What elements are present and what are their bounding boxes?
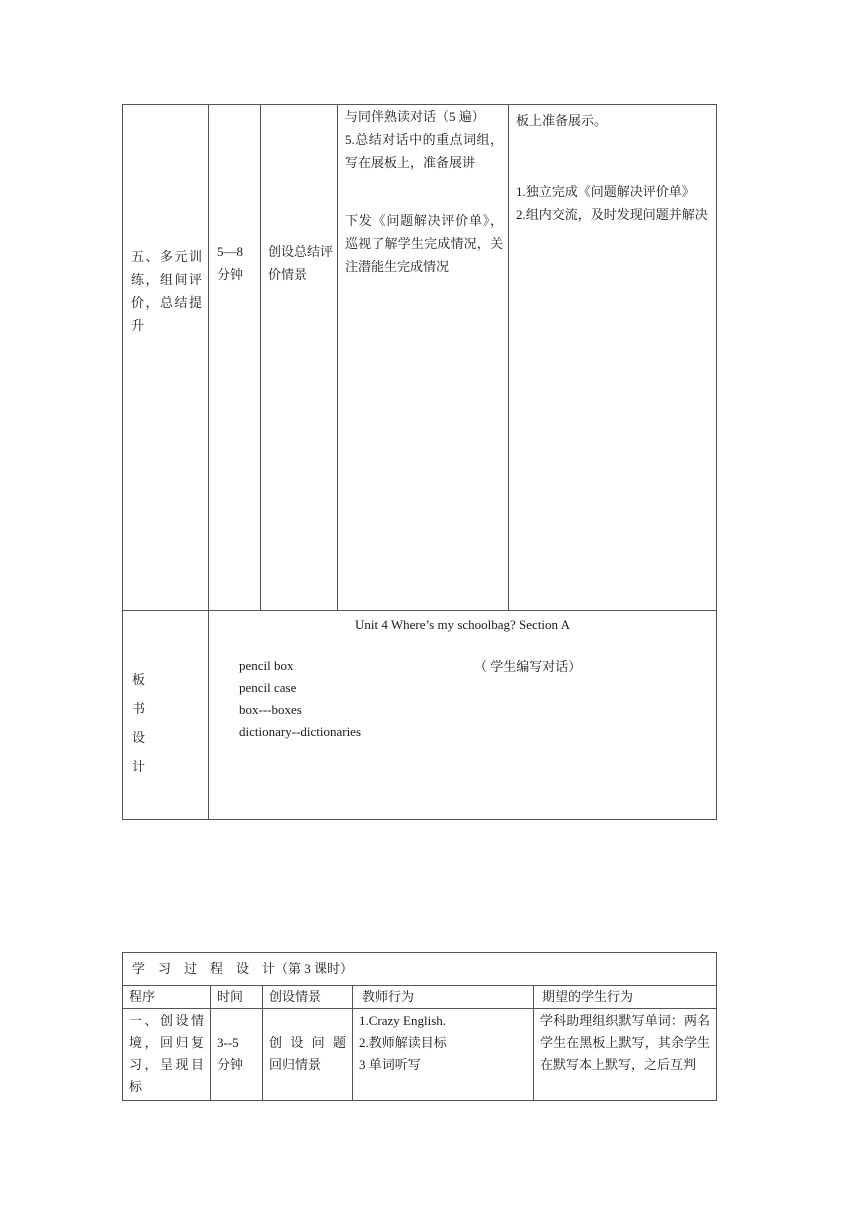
board-label-cell (123, 611, 209, 820)
student-text: 学科助理组织默写单词：两名学生在黑板上默写，其余学生在默写本上默写，之后互判 (540, 1013, 711, 1072)
stage-text: 五、多元训练，组间评价，总结提升 (131, 249, 202, 333)
table-title: 学 习 过 程 设 计（第 3 课时） (132, 961, 354, 976)
teacher-action-cell (353, 1009, 534, 1101)
teacher-list (353, 1009, 533, 1078)
table-title-cell (123, 953, 717, 986)
vocab-item: pencil case (239, 680, 297, 695)
student-action-cell (534, 1009, 717, 1101)
teacher-text-bottom: 下发《问题解决评价单》，巡视了解学生完成情况，关注潜能生完成情况 (345, 213, 503, 274)
stage-cell (123, 105, 209, 611)
lesson-process-table (122, 952, 717, 1101)
vocab-item: box---boxes (239, 702, 302, 717)
column-header (353, 986, 534, 1009)
column-header-time: 时间 (217, 989, 244, 1004)
teacher-text-top: 与同伴熟读对话（5 遍） 5.总结对话中的重点词组，写在展板上，准备展讲 (345, 109, 503, 170)
column-header (211, 986, 263, 1009)
board-title: Unit 4 Where’s my schoolbag? Section A (355, 617, 570, 632)
teacher-item: 1.Crazy English. (359, 1013, 447, 1028)
time-text: 3--5 分钟 (217, 1035, 244, 1072)
table-row (123, 105, 717, 611)
situation-cell (261, 105, 338, 611)
board-note: （ 学生编写对话） (474, 659, 582, 674)
column-header-student: 期望的学生行为 (542, 989, 634, 1004)
table-row (123, 1009, 717, 1101)
vocab-item: pencil box (239, 658, 294, 673)
teacher-action-cell (338, 105, 509, 611)
column-header-teacher: 教师行为 (362, 989, 415, 1004)
student-text-top: 板上准备展示。 (516, 113, 608, 128)
situation-text: 创设总结评价情景 (268, 244, 334, 282)
table-header-row (123, 953, 717, 986)
stage-text: 一、创设情境，回归复习，呈现目标 (129, 1013, 204, 1094)
time-cell (211, 1009, 263, 1101)
board-content-cell (209, 611, 717, 820)
student-action-cell (509, 105, 717, 611)
column-header (263, 986, 353, 1009)
time-text: 5—8 分钟 (217, 244, 244, 282)
board-design-row (123, 611, 717, 820)
column-header (123, 986, 211, 1009)
board-label: 板 书 设 计 (132, 672, 146, 774)
situation-text: 创 设 问 题 回归情景 (269, 1035, 346, 1072)
teacher-item: 2.教师解读目标 (359, 1035, 447, 1050)
column-header-situation: 创设情景 (269, 989, 322, 1004)
column-header-procedure: 程序 (129, 989, 156, 1004)
vocab-list (239, 655, 361, 743)
lesson-table-continued (122, 104, 717, 820)
column-header (534, 986, 717, 1009)
column-header-row (123, 986, 717, 1009)
teacher-item: 3 单词听写 (359, 1057, 421, 1072)
student-text-bottom: 1.独立完成《问题解决评价单》 2.组内交流，及时发现问题并解决 (516, 184, 708, 222)
vocab-item: dictionary--dictionaries (239, 724, 362, 739)
stage-cell (123, 1009, 211, 1101)
time-cell (209, 105, 261, 611)
situation-cell (263, 1009, 353, 1101)
